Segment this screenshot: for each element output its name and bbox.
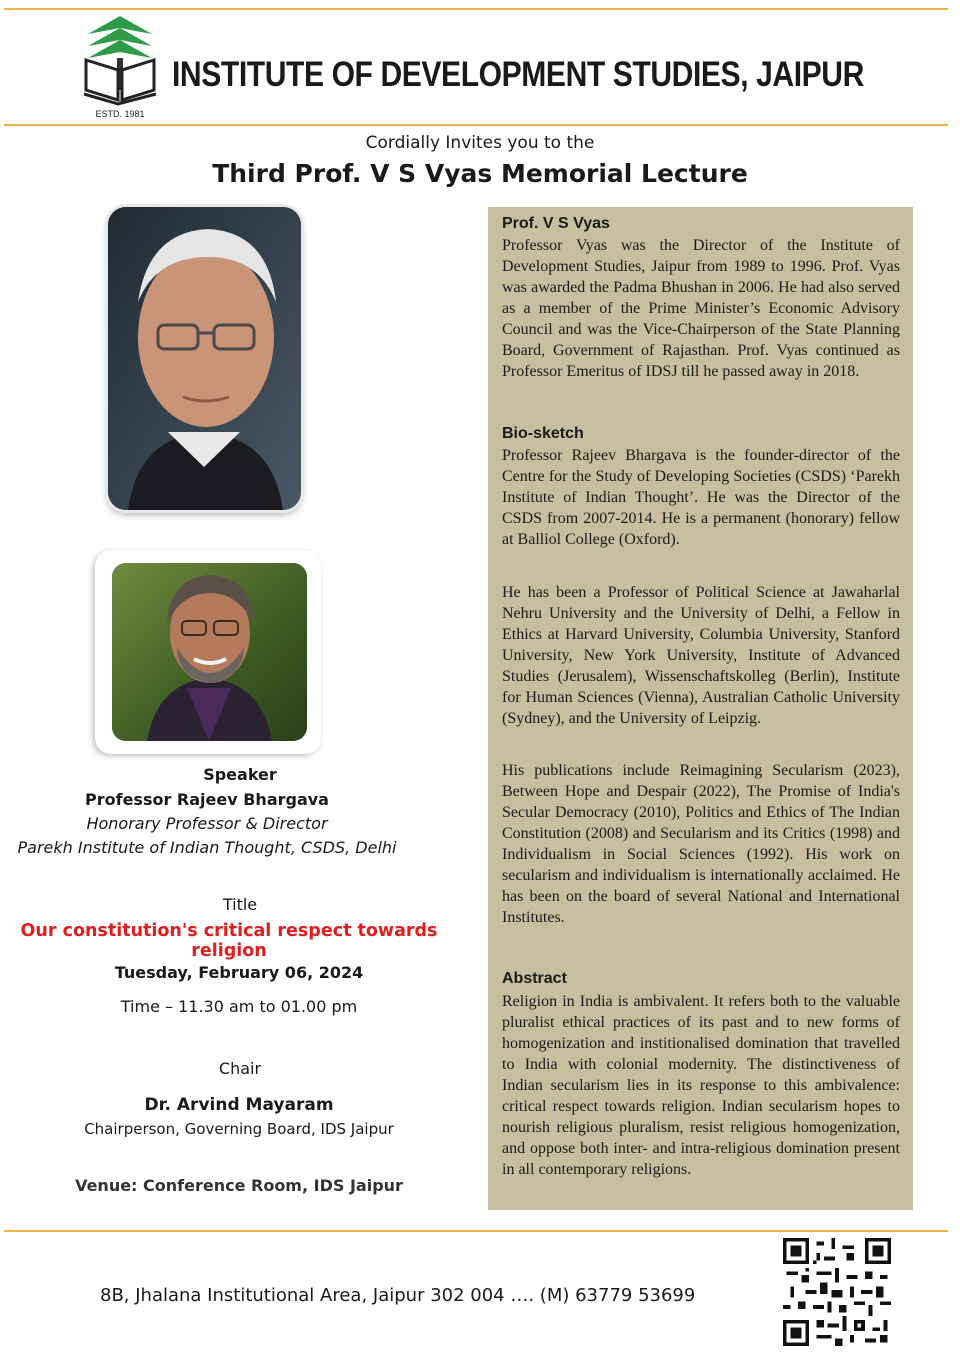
speaker-name: Professor Rajeev Bhargava	[85, 790, 329, 809]
vyas-portrait	[108, 207, 301, 510]
top-divider	[4, 8, 948, 10]
speaker-role: Honorary Professor & Director	[86, 814, 328, 833]
chair-name: Dr. Arvind Mayaram	[144, 1095, 334, 1115]
title-label: Title	[222, 895, 258, 914]
invite-line: Cordially Invites you to the	[365, 133, 595, 153]
bio-heading: Bio-sketch	[502, 425, 584, 442]
speaker-affiliation: Parekh Institute of Indian Thought, CSDS, Delhi	[17, 838, 397, 857]
bhargava-portrait	[112, 563, 307, 741]
institute-name: INSTITUTE OF DEVELOPMENT STUDIES, JAIPUR	[172, 55, 864, 94]
chair-role: Chairperson, Governing Board, IDS Jaipur	[84, 1120, 394, 1138]
header-divider	[4, 124, 948, 126]
talk-title: Our constitution's critical respect towards religion	[20, 921, 438, 961]
info-panel	[488, 207, 913, 1210]
vyas-text: Professor Vyas was the Director of the Institute of Development Studies, Jaipur from 1989 to 1996. Prof. Vyas was awarded the Padma Bhushan in 2006. He had also served as a member of the Prime Minister’s Economic Advisory Council and was the Vice-Chairperson of the State Planning Board, Government of Rajasthan. Prof. Vyas continued as Professor Emeritus of IDSJ till he passed away in 2018.	[502, 237, 900, 380]
footer-address: 8B, Jhalana Institutional Area, Jaipur 302 004 …. (M) 63779 53699	[100, 1285, 696, 1306]
talk-date: Tuesday, February 06, 2024	[114, 963, 364, 982]
venue: Venue: Conference Room, IDS Jaipur	[75, 1176, 403, 1195]
footer-divider	[4, 1230, 948, 1232]
qr-code[interactable]	[783, 1238, 891, 1346]
bio-paragraph-2: He has been a Professor of Political Science at Jawaharlal Nehru University and the University of Delhi, a Fellow in Ethics at Harvard University, Columbia University, Stanford University, New York University, Institute of Advanced Studies (Jerusalem), Wissenschaftskolleg (Berlin), Institute for Human Sciences (Vienna), Australian Catholic University (Sydney), and the University of Leipzig.	[502, 584, 900, 727]
chair-heading: Chair	[218, 1059, 262, 1078]
bio-paragraph-1: Professor Rajeev Bhargava is the founder-director of the Centre for the Study of Developing Societies (CSDS) ‘Parekh Institute of Indian Thought’. He was the Director of the CSDS from 2007-2014. He is a permanent (honorary) fellow at Balliol College (Oxford).	[502, 447, 900, 548]
bio-paragraph-3: His publications include Reimagining Secularism (2023), Between Hope and Despair (2022), The Promise of India's Secular Democracy (2010), Politics and Ethics of The Indian Constitution (2008) and Secularism and its Critics (1998) and Individualism in Social Sciences (1992). His work on secularism and individualism is internationally acclaimed. He has been on the board of several National and International Institutes.	[502, 762, 900, 926]
logo-estd-text: ESTD. 1981	[95, 109, 145, 119]
lecture-title: Third Prof. V S Vyas Memorial Lecture	[212, 159, 748, 188]
institute-logo	[80, 14, 160, 120]
speaker-heading: Speaker	[203, 765, 277, 784]
abstract-heading: Abstract	[502, 970, 567, 987]
vyas-heading: Prof. V S Vyas	[502, 215, 610, 232]
abstract-text: Religion in India is ambivalent. It refers both to the valuable pluralist ethical practices of its past and to new forms of homogenization and institionalised domination that travelled to India with colonial modernity. The distinctiveness of Indian secularism lies in its response to this ambivalence: critical respect towards religion. Indian secularism hopes to nourish religious pluralism, resist religious homogenization, and oppose both inter- and intra-religious domination present in all contemporary religions.	[502, 993, 900, 1178]
talk-time: Time – 11.30 am to 01.00 pm	[120, 997, 358, 1016]
